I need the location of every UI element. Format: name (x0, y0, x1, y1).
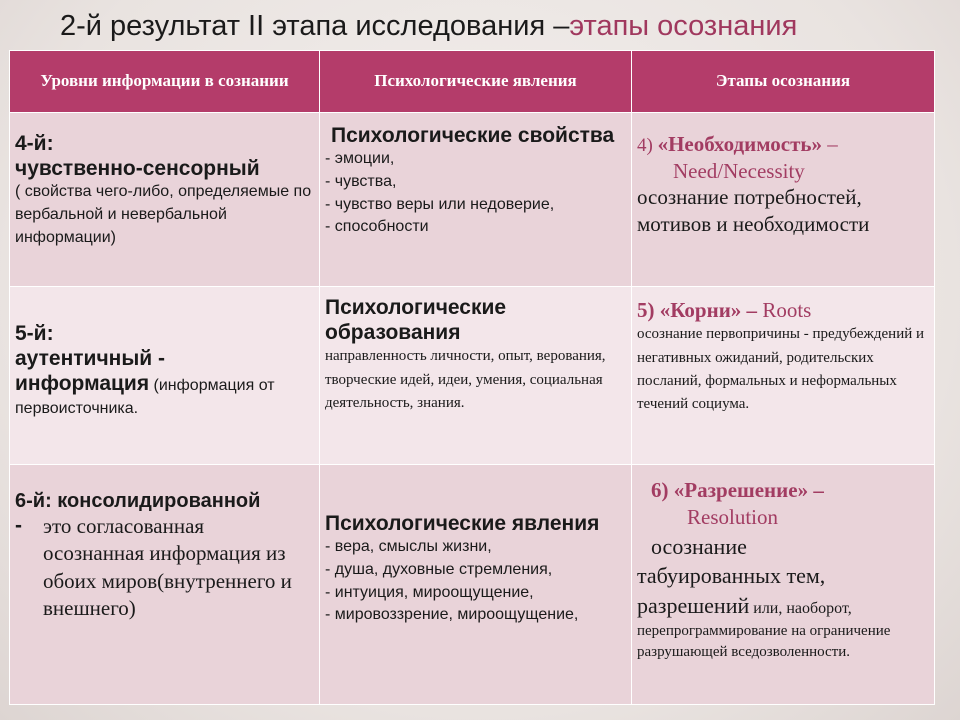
stage-6-desc2: табуированных тем, (637, 563, 826, 589)
phen-5-title: Психологические образования (325, 296, 507, 345)
stage-6-desc3: разрешений (637, 592, 750, 618)
stage-6-en: Resolution (687, 505, 779, 530)
level-4-desc: ( свойства чего-либо, определяемые по вербальной и невербальной информации) (15, 183, 312, 246)
stage-4-en: Need/Necessity (673, 158, 805, 183)
stage-5-desc: осознание первопричины - предубеждений и негативных ожиданий, родительских посланий, формальных и неформальных течений социума. (637, 326, 925, 412)
stage-4-dash: – (822, 132, 838, 156)
stage-6-desc1: осознание (651, 533, 747, 559)
phen-4-item: - чувство веры или недоверие, (325, 195, 555, 213)
stage-6-desc3b: или, наоборот, (749, 599, 852, 617)
phen-6-title: Психологические явления (325, 512, 600, 535)
stage-5-head: 5) «Корни» – (637, 298, 758, 322)
phen-4-item: - эмоции, (325, 150, 395, 168)
cell-level-6 (10, 465, 320, 705)
cell-stage-5 (632, 287, 935, 465)
level-4-subtitle: чувственно-сенсорный (15, 157, 260, 181)
stage-4-name: «Необходимость» (657, 132, 823, 156)
phen-6-item: - вера, смыслы жизни, (325, 538, 492, 556)
phen-6-item: - мировоззрение, мироощущение, (325, 606, 579, 624)
stages-table (9, 50, 935, 705)
cell-level-5 (10, 287, 320, 465)
table-row (10, 287, 935, 465)
cell-phen-4 (320, 113, 632, 287)
stage-6-head: 6) «Разрешение» – (651, 478, 824, 502)
title-highlight: этапы осознания (569, 10, 798, 42)
cell-phen-6 (320, 465, 632, 705)
phen-4-item: - способности (325, 218, 429, 236)
level-6-desc: это согласованная осознанная информация из обоих миров(внутреннего и внешнего) (43, 514, 292, 620)
stage-5-en: Roots (757, 298, 812, 322)
level-5-desc: (информация от первоисточника. (15, 377, 275, 418)
phen-4-title: Психологические свойства (331, 124, 615, 147)
phen-5-desc: направленность личности, опыт, верования, творческие идей, идеи, умения, социальная деятельность, знания. (325, 348, 606, 411)
title-prefix: 2-й результат II этапа исследования – (60, 10, 570, 42)
level-6-dash: - (15, 514, 22, 537)
stage-4-desc: осознание потребностей, мотивов и необходимости (637, 185, 870, 237)
level-4-title: 4-й: (15, 132, 54, 155)
header-levels: Уровни информации в сознании (10, 51, 320, 113)
phen-4-item: - чувства, (325, 172, 397, 190)
table-row (10, 113, 935, 287)
level-5-title: 5-й: (15, 322, 54, 345)
level-5-subtitle: аутентичный - (15, 347, 166, 371)
stage-4-num: 4) (637, 135, 658, 156)
level-5-subtitle2: информация (15, 372, 150, 396)
cell-phen-5 (320, 287, 632, 465)
cell-stage-6 (632, 465, 935, 705)
stage-6-desc4: перепрограммирование на ограничение разрушающей вседозволенности. (637, 622, 891, 660)
header-row (10, 51, 935, 113)
table-row (10, 465, 935, 705)
level-6-title: 6-й: консолидированной (15, 490, 261, 512)
cell-stage-4 (632, 113, 935, 287)
phen-6-item: - интуиция, мироощущение, (325, 583, 534, 601)
header-phenomena: Психологические явления (320, 51, 632, 113)
phen-6-item: - душа, духовные стремления, (325, 560, 553, 578)
cell-level-4 (10, 113, 320, 287)
header-stages: Этапы осознания (632, 51, 935, 113)
slide-title (60, 10, 940, 43)
